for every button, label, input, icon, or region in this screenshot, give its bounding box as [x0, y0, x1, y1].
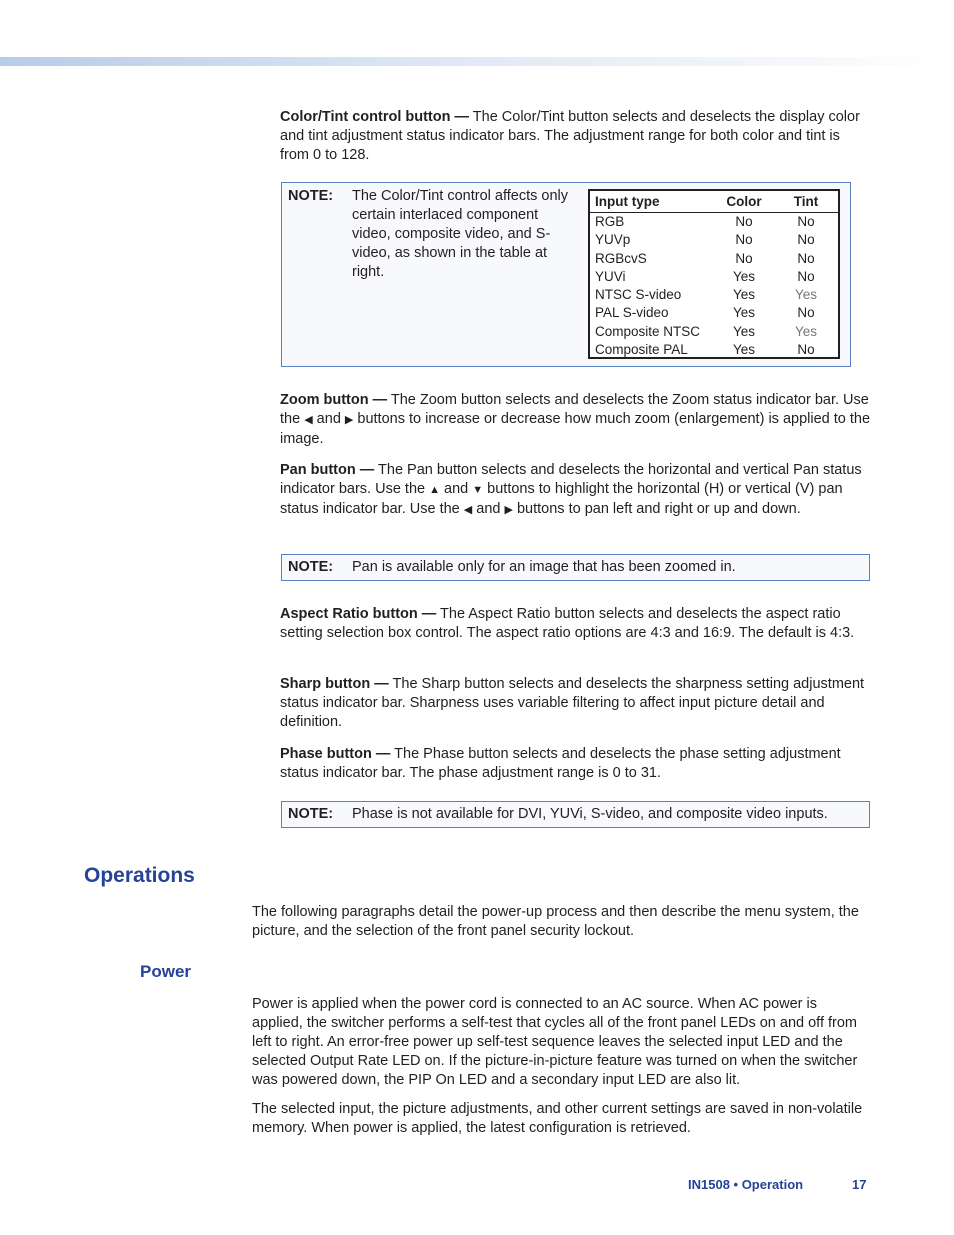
up-arrow-icon: ▲ [429, 484, 440, 496]
phase-paragraph [280, 745, 870, 783]
cell-input: RGBcvS [595, 250, 647, 266]
table-row [590, 213, 838, 231]
table-row [590, 286, 838, 304]
phase-text: The Phase button selects and deselects the phase setting adjustment status indicator bar. The phase adjustment range is 0 to 31. [280, 746, 841, 781]
phase-lead: Phase button — [280, 746, 391, 762]
note-color-tint [281, 182, 851, 367]
operations-heading: Operations [84, 864, 195, 887]
note-text: The Color/Tint control affects only certain interlaced component video, composite video, and S-video, as shown in the table at right. [352, 188, 568, 280]
pan-paragraph [280, 461, 870, 520]
note-label: NOTE: [288, 806, 334, 822]
aspect-text: The Aspect Ratio button selects and deselects the aspect ratio setting selection box control. The aspect ratio options are 4:3 and 16:9. The default is 4:3. [280, 606, 855, 641]
aspect-lead: Aspect Ratio button — [280, 606, 437, 622]
header-tint: Tint [793, 194, 819, 209]
cell-input: YUVi [595, 268, 626, 284]
cell-input: NTSC S-video [595, 287, 682, 303]
table-row [590, 250, 838, 268]
header-input-type: Input type [595, 194, 660, 209]
cell-tint: No [797, 268, 815, 284]
cell-input: Composite PAL [595, 342, 688, 358]
cell-input: YUVp [595, 232, 631, 248]
left-arrow-icon: ◀ [463, 504, 473, 516]
cell-tint: No [797, 232, 815, 248]
color-tint-lead: Color/Tint control button — [280, 109, 470, 125]
table-row [590, 341, 838, 359]
pan-text-2: and [440, 481, 473, 497]
note-phase [281, 801, 870, 828]
cell-tint: No [797, 214, 815, 229]
cell-color: Yes [732, 305, 756, 321]
table-row [590, 268, 838, 286]
zoom-paragraph [280, 391, 870, 449]
zoom-text-3: buttons to increase or decrease how much zoom (enlargement) is applied to the image. [280, 411, 871, 447]
cell-input: PAL S-video [595, 305, 669, 321]
cell-tint: Yes [794, 287, 818, 303]
sharp-lead: Sharp button — [280, 676, 389, 692]
aspect-ratio-paragraph [280, 605, 870, 643]
header-gradient-bar [0, 57, 954, 66]
sharp-paragraph [280, 675, 870, 732]
color-tint-text: The Color/Tint button selects and deselects the display color and tint adjustment status indicator bars. The adjustment range for both color and tint is from 0 to 128. [280, 109, 860, 163]
pan-lead: Pan button — [280, 462, 375, 478]
cell-input: Composite NTSC [595, 323, 701, 339]
note-pan [281, 554, 870, 581]
cell-color: Yes [732, 342, 756, 358]
cell-color: Yes [732, 268, 756, 284]
right-arrow-icon: ▶ [504, 504, 513, 516]
power-paragraph-1: Power is applied when the power cord is connected to an AC source. When AC power is applied, the switcher performs a self-test that cycles all of the front panel LEDs on and off from left to right. An error-free power up self-test sequence leaves the selected input LED and the selected Output Rate LED on. If the picture-in-picture feature was turned on when the switcher was powered down, the PIP On LED and a secondary input LED are also lit. [252, 996, 858, 1088]
cell-color: No [735, 214, 753, 229]
power-heading: Power [140, 962, 192, 981]
zoom-text-1: The Zoom button selects and deselects the Zoom status indicator bar. Use the [280, 392, 869, 427]
power-paragraph-2: The selected input, the picture adjustments, and other current settings are saved in non-volatile memory. When power is applied, the latest configuration is retrieved. [252, 1101, 863, 1136]
header-color: Color [726, 194, 762, 209]
cell-tint: No [797, 250, 815, 266]
cell-tint: No [797, 342, 815, 358]
color-tint-paragraph [280, 108, 870, 165]
operations-intro: The following paragraphs detail the power-up process and then describe the menu system, the picture, and the selection of the front panel security lockout. [252, 904, 859, 939]
note-text: Pan is available only for an image that has been zoomed in. [352, 559, 736, 575]
cell-tint: Yes [794, 323, 818, 339]
table-header [590, 191, 838, 213]
cell-tint: No [797, 305, 815, 321]
pan-text-4: and [472, 501, 505, 517]
note-label: NOTE: [288, 559, 334, 575]
sharp-text: The Sharp button selects and deselects the sharpness setting adjustment status indicator bar. Sharpness uses variable filtering to affect input picture detail and definition. [280, 676, 865, 730]
cell-color: No [735, 232, 753, 248]
note-label: NOTE: [288, 188, 334, 204]
cell-input: RGB [595, 214, 625, 229]
cell-color: No [735, 250, 753, 266]
pan-text-5: buttons to pan left and right or up and down. [512, 501, 801, 517]
color-tint-table [588, 189, 840, 359]
cell-color: Yes [732, 323, 756, 339]
zoom-text-2: and [312, 411, 345, 427]
table-row [590, 231, 838, 249]
pan-text-1: The Pan button selects and deselects the horizontal and vertical Pan status indicator bars. Use the [280, 462, 862, 497]
right-arrow-icon: ▶ [344, 414, 354, 426]
page-number: 17 [852, 1177, 867, 1192]
footer-doc-title: IN1508 • Operation [688, 1177, 804, 1192]
left-arrow-icon: ◀ [304, 414, 313, 426]
table-row [590, 323, 838, 341]
zoom-lead: Zoom button — [280, 392, 388, 408]
pan-text-3: buttons to highlight the horizontal (H) or vertical (V) pan status indicator bar. Use the [280, 481, 843, 517]
table-row [590, 304, 838, 322]
cell-color: Yes [732, 287, 756, 303]
note-text: Phase is not available for DVI, YUVi, S-video, and composite video inputs. [352, 806, 828, 822]
down-arrow-icon: ▼ [472, 484, 484, 496]
